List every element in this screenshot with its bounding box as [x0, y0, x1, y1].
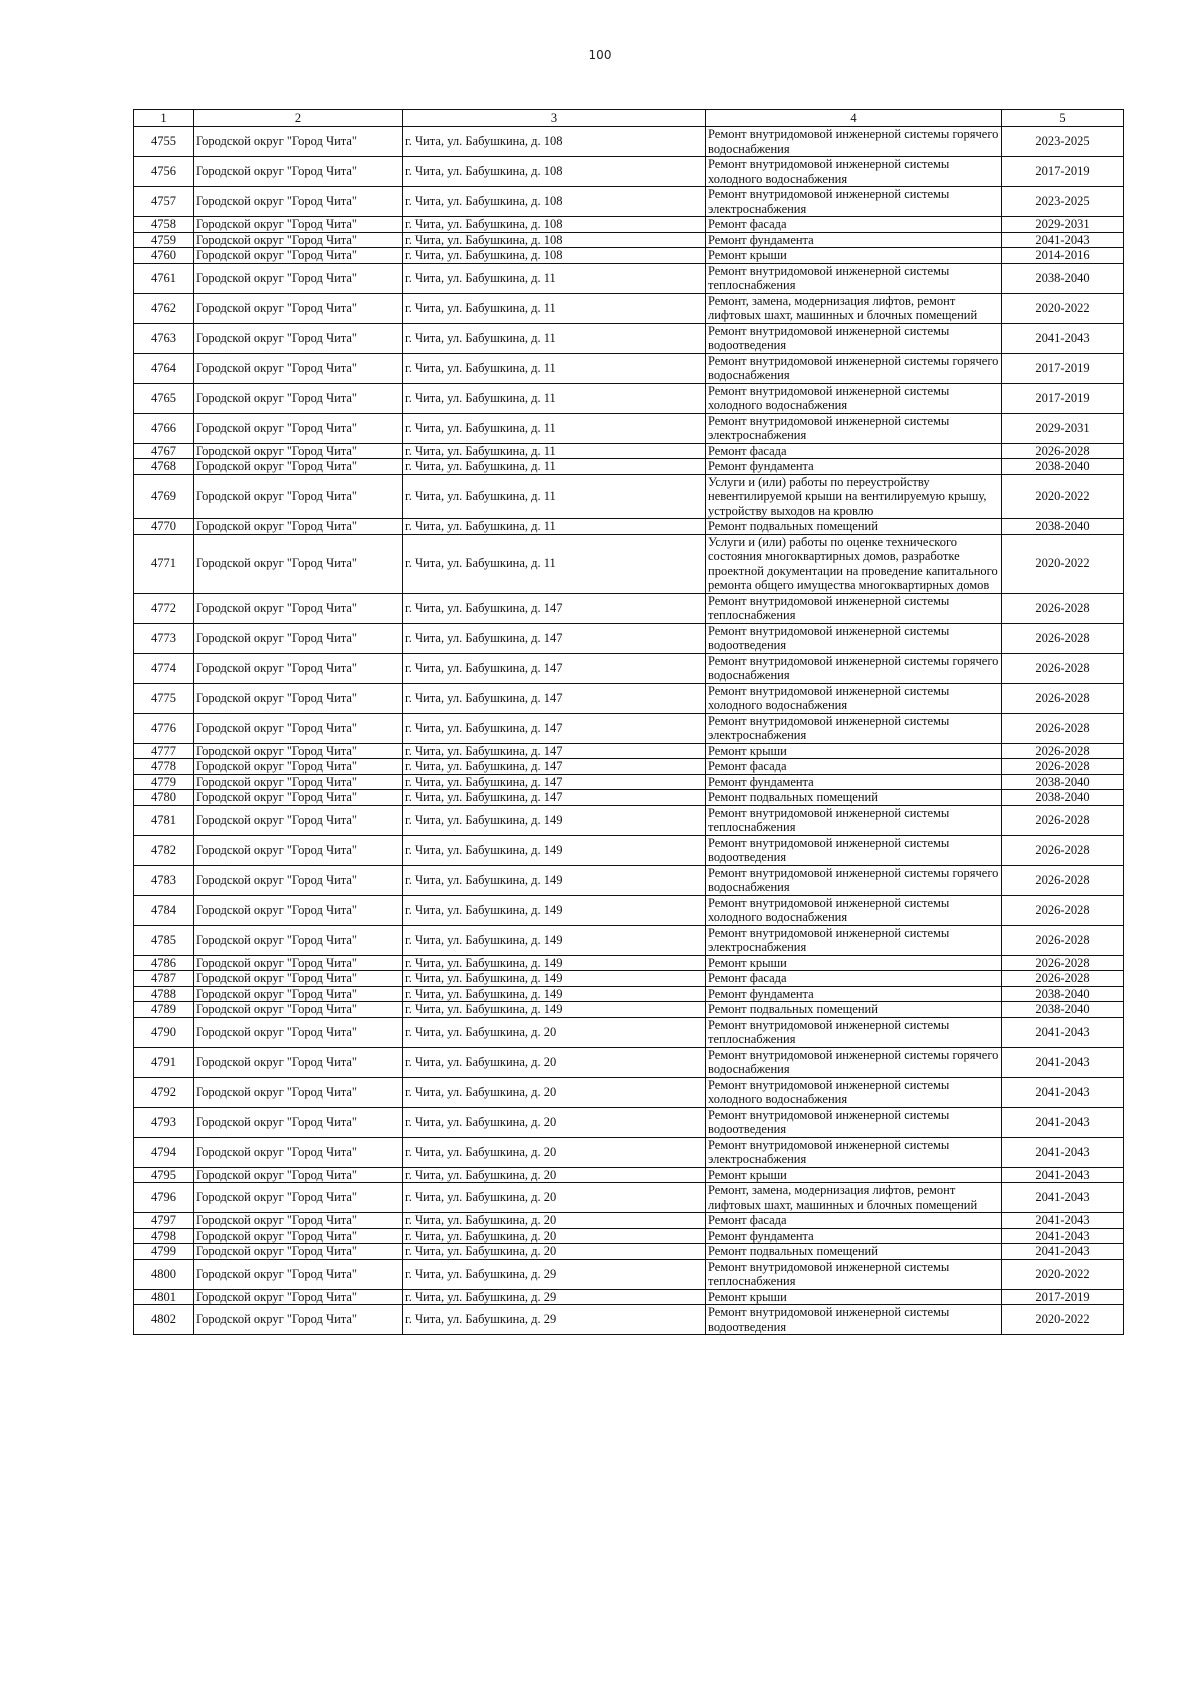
address-cell: г. Чита, ул. Бабушкина, д. 147	[403, 593, 706, 623]
work-type-cell: Ремонт внутридомовой инженерной системы горячего водоснабжения	[706, 653, 1002, 683]
period-cell: 2026-2028	[1002, 971, 1124, 987]
row-number-cell: 4797	[134, 1213, 194, 1229]
municipality-cell: Городской округ "Город Чита"	[194, 187, 403, 217]
address-cell: г. Чита, ул. Бабушкина, д. 147	[403, 774, 706, 790]
address-cell: г. Чита, ул. Бабушкина, д. 147	[403, 683, 706, 713]
period-cell: 2014-2016	[1002, 248, 1124, 264]
table-row	[134, 534, 1124, 593]
period-cell: 2020-2022	[1002, 534, 1124, 593]
period-cell: 2017-2019	[1002, 1289, 1124, 1305]
table-row	[134, 1259, 1124, 1289]
municipality-cell: Городской округ "Город Чита"	[194, 263, 403, 293]
row-number-cell: 4784	[134, 895, 194, 925]
municipality-cell: Городской округ "Город Чита"	[194, 534, 403, 593]
table-row	[134, 683, 1124, 713]
municipality-cell: Городской округ "Город Чита"	[194, 1017, 403, 1047]
column-header-4: 4	[706, 110, 1002, 127]
table-row	[134, 593, 1124, 623]
work-type-cell: Ремонт крыши	[706, 248, 1002, 264]
row-number-cell: 4762	[134, 293, 194, 323]
row-number-cell: 4758	[134, 217, 194, 233]
municipality-cell: Городской округ "Город Чита"	[194, 1305, 403, 1335]
municipality-cell: Городской округ "Город Чита"	[194, 1077, 403, 1107]
work-type-cell: Услуги и (или) работы по оценке технического состояния многоквартирных домов, разработке проектной документации на проведение капитального ремонта общего имущества многоквартирных домов	[706, 534, 1002, 593]
column-header-2: 2	[194, 110, 403, 127]
work-type-cell: Ремонт крыши	[706, 743, 1002, 759]
period-cell: 2026-2028	[1002, 895, 1124, 925]
table-row	[134, 187, 1124, 217]
table-row	[134, 1017, 1124, 1047]
municipality-cell: Городской округ "Город Чита"	[194, 790, 403, 806]
address-cell: г. Чита, ул. Бабушкина, д. 149	[403, 986, 706, 1002]
table-row	[134, 353, 1124, 383]
row-number-cell: 4792	[134, 1077, 194, 1107]
work-type-cell: Ремонт внутридомовой инженерной системы электроснабжения	[706, 187, 1002, 217]
municipality-cell: Городской округ "Город Чита"	[194, 1107, 403, 1137]
address-cell: г. Чита, ул. Бабушкина, д. 149	[403, 805, 706, 835]
row-number-cell: 4756	[134, 157, 194, 187]
municipality-cell: Городской округ "Город Чита"	[194, 1228, 403, 1244]
work-type-cell: Ремонт фундамента	[706, 1228, 1002, 1244]
period-cell: 2041-2043	[1002, 1183, 1124, 1213]
address-cell: г. Чита, ул. Бабушкина, д. 20	[403, 1244, 706, 1260]
period-cell: 2029-2031	[1002, 413, 1124, 443]
row-number-cell: 4773	[134, 623, 194, 653]
period-cell: 2020-2022	[1002, 1305, 1124, 1335]
address-cell: г. Чита, ул. Бабушкина, д. 11	[403, 263, 706, 293]
address-cell: г. Чита, ул. Бабушкина, д. 149	[403, 865, 706, 895]
work-type-cell: Ремонт внутридомовой инженерной системы водоотведения	[706, 623, 1002, 653]
municipality-cell: Городской округ "Город Чита"	[194, 519, 403, 535]
row-number-cell: 4759	[134, 232, 194, 248]
row-number-cell: 4772	[134, 593, 194, 623]
period-cell: 2017-2019	[1002, 383, 1124, 413]
municipality-cell: Городской округ "Город Чита"	[194, 1137, 403, 1167]
table-row	[134, 263, 1124, 293]
row-number-cell: 4757	[134, 187, 194, 217]
table-row	[134, 895, 1124, 925]
municipality-cell: Городской округ "Город Чита"	[194, 1244, 403, 1260]
period-cell: 2038-2040	[1002, 790, 1124, 806]
period-cell: 2023-2025	[1002, 127, 1124, 157]
work-type-cell: Ремонт внутридомовой инженерной системы холодного водоснабжения	[706, 157, 1002, 187]
work-type-cell: Ремонт, замена, модернизация лифтов, ремонт лифтовых шахт, машинных и блочных помещений	[706, 1183, 1002, 1213]
work-type-cell: Ремонт внутридомовой инженерной системы холодного водоснабжения	[706, 1077, 1002, 1107]
table-row	[134, 519, 1124, 535]
municipality-cell: Городской округ "Город Чита"	[194, 895, 403, 925]
period-cell: 2041-2043	[1002, 1107, 1124, 1137]
table-row	[134, 759, 1124, 775]
municipality-cell: Городской округ "Город Чита"	[194, 653, 403, 683]
municipality-cell: Городской округ "Город Чита"	[194, 774, 403, 790]
address-cell: г. Чита, ул. Бабушкина, д. 108	[403, 127, 706, 157]
work-type-cell: Ремонт фасада	[706, 971, 1002, 987]
work-type-cell: Ремонт подвальных помещений	[706, 1244, 1002, 1260]
municipality-cell: Городской округ "Город Чита"	[194, 986, 403, 1002]
work-type-cell: Ремонт внутридомовой инженерной системы водоотведения	[706, 1305, 1002, 1335]
municipality-cell: Городской округ "Город Чита"	[194, 1183, 403, 1213]
row-number-cell: 4755	[134, 127, 194, 157]
row-number-cell: 4775	[134, 683, 194, 713]
work-type-cell: Ремонт внутридомовой инженерной системы теплоснабжения	[706, 593, 1002, 623]
period-cell: 2038-2040	[1002, 1002, 1124, 1018]
address-cell: г. Чита, ул. Бабушкина, д. 20	[403, 1167, 706, 1183]
municipality-cell: Городской округ "Город Чита"	[194, 1213, 403, 1229]
row-number-cell: 4771	[134, 534, 194, 593]
table-row	[134, 1002, 1124, 1018]
address-cell: г. Чита, ул. Бабушкина, д. 149	[403, 955, 706, 971]
column-header-5: 5	[1002, 110, 1124, 127]
table-row	[134, 790, 1124, 806]
municipality-cell: Городской округ "Город Чита"	[194, 413, 403, 443]
row-number-cell: 4770	[134, 519, 194, 535]
period-cell: 2041-2043	[1002, 323, 1124, 353]
period-cell: 2041-2043	[1002, 1244, 1124, 1260]
address-cell: г. Чита, ул. Бабушкина, д. 20	[403, 1228, 706, 1244]
municipality-cell: Городской округ "Город Чита"	[194, 713, 403, 743]
municipality-cell: Городской округ "Город Чита"	[194, 805, 403, 835]
period-cell: 2041-2043	[1002, 1167, 1124, 1183]
row-number-cell: 4777	[134, 743, 194, 759]
period-cell: 2038-2040	[1002, 519, 1124, 535]
row-number-cell: 4801	[134, 1289, 194, 1305]
period-cell: 2020-2022	[1002, 474, 1124, 519]
period-cell: 2026-2028	[1002, 443, 1124, 459]
municipality-cell: Городской округ "Город Чита"	[194, 1289, 403, 1305]
work-type-cell: Ремонт внутридомовой инженерной системы горячего водоснабжения	[706, 1047, 1002, 1077]
period-cell: 2026-2028	[1002, 653, 1124, 683]
row-number-cell: 4788	[134, 986, 194, 1002]
address-cell: г. Чита, ул. Бабушкина, д. 11	[403, 353, 706, 383]
work-type-cell: Ремонт внутридомовой инженерной системы электроснабжения	[706, 925, 1002, 955]
address-cell: г. Чита, ул. Бабушкина, д. 11	[403, 383, 706, 413]
address-cell: г. Чита, ул. Бабушкина, д. 29	[403, 1289, 706, 1305]
row-number-cell: 4783	[134, 865, 194, 895]
address-cell: г. Чита, ул. Бабушкина, д. 147	[403, 713, 706, 743]
address-cell: г. Чита, ул. Бабушкина, д. 149	[403, 835, 706, 865]
work-type-cell: Ремонт подвальных помещений	[706, 519, 1002, 535]
work-type-cell: Ремонт фасада	[706, 217, 1002, 233]
work-type-cell: Ремонт внутридомовой инженерной системы горячего водоснабжения	[706, 127, 1002, 157]
period-cell: 2026-2028	[1002, 955, 1124, 971]
municipality-cell: Городской округ "Город Чита"	[194, 248, 403, 264]
work-type-cell: Ремонт фундамента	[706, 774, 1002, 790]
municipality-cell: Городской округ "Город Чита"	[194, 1167, 403, 1183]
municipality-cell: Городской округ "Город Чита"	[194, 323, 403, 353]
address-cell: г. Чита, ул. Бабушкина, д. 147	[403, 790, 706, 806]
address-cell: г. Чита, ул. Бабушкина, д. 20	[403, 1077, 706, 1107]
municipality-cell: Городской округ "Город Чита"	[194, 835, 403, 865]
work-type-cell: Ремонт фундамента	[706, 986, 1002, 1002]
table-row	[134, 127, 1124, 157]
work-type-cell: Ремонт внутридомовой инженерной системы холодного водоснабжения	[706, 383, 1002, 413]
address-cell: г. Чита, ул. Бабушкина, д. 11	[403, 474, 706, 519]
period-cell: 2038-2040	[1002, 774, 1124, 790]
work-type-cell: Ремонт крыши	[706, 955, 1002, 971]
municipality-cell: Городской округ "Город Чита"	[194, 353, 403, 383]
work-type-cell: Ремонт фундамента	[706, 232, 1002, 248]
municipality-cell: Городской округ "Город Чита"	[194, 971, 403, 987]
table-header	[134, 110, 1124, 127]
column-header-3: 3	[403, 110, 706, 127]
period-cell: 2026-2028	[1002, 759, 1124, 775]
period-cell: 2041-2043	[1002, 1047, 1124, 1077]
table-row	[134, 1183, 1124, 1213]
table-row	[134, 1228, 1124, 1244]
municipality-cell: Городской округ "Город Чита"	[194, 459, 403, 475]
row-number-cell: 4765	[134, 383, 194, 413]
address-cell: г. Чита, ул. Бабушкина, д. 108	[403, 248, 706, 264]
work-type-cell: Ремонт внутридомовой инженерной системы водоотведения	[706, 835, 1002, 865]
row-number-cell: 4791	[134, 1047, 194, 1077]
table-row	[134, 413, 1124, 443]
row-number-cell: 4774	[134, 653, 194, 683]
table-row	[134, 1213, 1124, 1229]
table-row	[134, 248, 1124, 264]
work-type-cell: Ремонт внутридомовой инженерной системы холодного водоснабжения	[706, 683, 1002, 713]
row-number-cell: 4789	[134, 1002, 194, 1018]
period-cell: 2026-2028	[1002, 623, 1124, 653]
period-cell: 2026-2028	[1002, 593, 1124, 623]
work-type-cell: Ремонт крыши	[706, 1167, 1002, 1183]
address-cell: г. Чита, ул. Бабушкина, д. 147	[403, 653, 706, 683]
work-type-cell: Ремонт внутридомовой инженерной системы теплоснабжения	[706, 1259, 1002, 1289]
address-cell: г. Чита, ул. Бабушкина, д. 11	[403, 413, 706, 443]
period-cell: 2029-2031	[1002, 217, 1124, 233]
table-row	[134, 1167, 1124, 1183]
municipality-cell: Городской округ "Город Чита"	[194, 683, 403, 713]
address-cell: г. Чита, ул. Бабушкина, д. 20	[403, 1047, 706, 1077]
row-number-cell: 4794	[134, 1137, 194, 1167]
repair-schedule-table	[133, 109, 1124, 1335]
row-number-cell: 4800	[134, 1259, 194, 1289]
period-cell: 2026-2028	[1002, 925, 1124, 955]
address-cell: г. Чита, ул. Бабушкина, д. 20	[403, 1107, 706, 1137]
period-cell: 2038-2040	[1002, 986, 1124, 1002]
table-row	[134, 383, 1124, 413]
address-cell: г. Чита, ул. Бабушкина, д. 149	[403, 971, 706, 987]
work-type-cell: Ремонт фасада	[706, 1213, 1002, 1229]
row-number-cell: 4802	[134, 1305, 194, 1335]
address-cell: г. Чита, ул. Бабушкина, д. 20	[403, 1213, 706, 1229]
table-row	[134, 955, 1124, 971]
address-cell: г. Чита, ул. Бабушкина, д. 20	[403, 1137, 706, 1167]
municipality-cell: Городской округ "Город Чита"	[194, 623, 403, 653]
table-row	[134, 743, 1124, 759]
work-type-cell: Ремонт внутридомовой инженерной системы теплоснабжения	[706, 1017, 1002, 1047]
municipality-cell: Городской округ "Город Чита"	[194, 1259, 403, 1289]
address-cell: г. Чита, ул. Бабушкина, д. 11	[403, 443, 706, 459]
row-number-cell: 4767	[134, 443, 194, 459]
address-cell: г. Чита, ул. Бабушкина, д. 11	[403, 534, 706, 593]
row-number-cell: 4785	[134, 925, 194, 955]
row-number-cell: 4793	[134, 1107, 194, 1137]
period-cell: 2023-2025	[1002, 187, 1124, 217]
work-type-cell: Ремонт внутридомовой инженерной системы теплоснабжения	[706, 805, 1002, 835]
municipality-cell: Городской округ "Город Чита"	[194, 293, 403, 323]
period-cell: 2026-2028	[1002, 835, 1124, 865]
table-row	[134, 1244, 1124, 1260]
work-type-cell: Ремонт подвальных помещений	[706, 1002, 1002, 1018]
row-number-cell: 4787	[134, 971, 194, 987]
work-type-cell: Ремонт внутридомовой инженерной системы водоотведения	[706, 1107, 1002, 1137]
address-cell: г. Чита, ул. Бабушкина, д. 147	[403, 743, 706, 759]
municipality-cell: Городской округ "Город Чита"	[194, 443, 403, 459]
address-cell: г. Чита, ул. Бабушкина, д. 149	[403, 895, 706, 925]
period-cell: 2041-2043	[1002, 1228, 1124, 1244]
table-row	[134, 986, 1124, 1002]
period-cell: 2038-2040	[1002, 459, 1124, 475]
municipality-cell: Городской округ "Город Чита"	[194, 955, 403, 971]
address-cell: г. Чита, ул. Бабушкина, д. 20	[403, 1183, 706, 1213]
row-number-cell: 4760	[134, 248, 194, 264]
period-cell: 2041-2043	[1002, 1077, 1124, 1107]
row-number-cell: 4799	[134, 1244, 194, 1260]
table-row	[134, 713, 1124, 743]
row-number-cell: 4769	[134, 474, 194, 519]
table-row	[134, 1047, 1124, 1077]
period-cell: 2026-2028	[1002, 805, 1124, 835]
row-number-cell: 4786	[134, 955, 194, 971]
address-cell: г. Чита, ул. Бабушкина, д. 11	[403, 459, 706, 475]
table-row	[134, 925, 1124, 955]
address-cell: г. Чита, ул. Бабушкина, д. 20	[403, 1017, 706, 1047]
work-type-cell: Услуги и (или) работы по переустройству невентилируемой крыши на вентилируемую крышу, устройству выходов на кровлю	[706, 474, 1002, 519]
period-cell: 2017-2019	[1002, 353, 1124, 383]
table-row	[134, 805, 1124, 835]
period-cell: 2026-2028	[1002, 683, 1124, 713]
row-number-cell: 4776	[134, 713, 194, 743]
period-cell: 2026-2028	[1002, 865, 1124, 895]
table-row	[134, 293, 1124, 323]
work-type-cell: Ремонт внутридомовой инженерной системы электроснабжения	[706, 1137, 1002, 1167]
work-type-cell: Ремонт внутридомовой инженерной системы водоотведения	[706, 323, 1002, 353]
table-row	[134, 232, 1124, 248]
work-type-cell: Ремонт, замена, модернизация лифтов, ремонт лифтовых шахт, машинных и блочных помещений	[706, 293, 1002, 323]
period-cell: 2017-2019	[1002, 157, 1124, 187]
table-row	[134, 623, 1124, 653]
municipality-cell: Городской округ "Город Чита"	[194, 474, 403, 519]
period-cell: 2041-2043	[1002, 1137, 1124, 1167]
table-row	[134, 774, 1124, 790]
row-number-cell: 4790	[134, 1017, 194, 1047]
period-cell: 2041-2043	[1002, 1213, 1124, 1229]
address-cell: г. Чита, ул. Бабушкина, д. 108	[403, 232, 706, 248]
address-cell: г. Чита, ул. Бабушкина, д. 29	[403, 1259, 706, 1289]
row-number-cell: 4768	[134, 459, 194, 475]
period-cell: 2026-2028	[1002, 713, 1124, 743]
work-type-cell: Ремонт крыши	[706, 1289, 1002, 1305]
address-cell: г. Чита, ул. Бабушкина, д. 149	[403, 925, 706, 955]
table-row	[134, 653, 1124, 683]
municipality-cell: Городской округ "Город Чита"	[194, 127, 403, 157]
work-type-cell: Ремонт фасада	[706, 759, 1002, 775]
period-cell: 2041-2043	[1002, 1017, 1124, 1047]
table-row	[134, 323, 1124, 353]
municipality-cell: Городской округ "Город Чита"	[194, 1002, 403, 1018]
table-row	[134, 971, 1124, 987]
column-number-row	[134, 110, 1124, 127]
row-number-cell: 4782	[134, 835, 194, 865]
period-cell: 2038-2040	[1002, 263, 1124, 293]
address-cell: г. Чита, ул. Бабушкина, д. 147	[403, 623, 706, 653]
address-cell: г. Чита, ул. Бабушкина, д. 11	[403, 519, 706, 535]
row-number-cell: 4795	[134, 1167, 194, 1183]
address-cell: г. Чита, ул. Бабушкина, д. 147	[403, 759, 706, 775]
row-number-cell: 4780	[134, 790, 194, 806]
address-cell: г. Чита, ул. Бабушкина, д. 149	[403, 1002, 706, 1018]
period-cell: 2041-2043	[1002, 232, 1124, 248]
table-row	[134, 217, 1124, 233]
work-type-cell: Ремонт внутридомовой инженерной системы горячего водоснабжения	[706, 353, 1002, 383]
table-row	[134, 1289, 1124, 1305]
table-row	[134, 157, 1124, 187]
table-row	[134, 474, 1124, 519]
table-row	[134, 1077, 1124, 1107]
municipality-cell: Городской округ "Город Чита"	[194, 157, 403, 187]
row-number-cell: 4778	[134, 759, 194, 775]
address-cell: г. Чита, ул. Бабушкина, д. 108	[403, 157, 706, 187]
table-row	[134, 865, 1124, 895]
municipality-cell: Городской округ "Город Чита"	[194, 743, 403, 759]
address-cell: г. Чита, ул. Бабушкина, д. 108	[403, 187, 706, 217]
table-row	[134, 1107, 1124, 1137]
address-cell: г. Чита, ул. Бабушкина, д. 29	[403, 1305, 706, 1335]
row-number-cell: 4764	[134, 353, 194, 383]
address-cell: г. Чита, ул. Бабушкина, д. 11	[403, 293, 706, 323]
table-row	[134, 459, 1124, 475]
address-cell: г. Чита, ул. Бабушкина, д. 11	[403, 323, 706, 353]
row-number-cell: 4798	[134, 1228, 194, 1244]
work-type-cell: Ремонт внутридомовой инженерной системы электроснабжения	[706, 413, 1002, 443]
column-header-1: 1	[134, 110, 194, 127]
work-type-cell: Ремонт внутридомовой инженерной системы горячего водоснабжения	[706, 865, 1002, 895]
page-number: 100	[588, 48, 612, 62]
table-row	[134, 835, 1124, 865]
municipality-cell: Городской округ "Город Чита"	[194, 217, 403, 233]
work-type-cell: Ремонт фундамента	[706, 459, 1002, 475]
row-number-cell: 4763	[134, 323, 194, 353]
work-type-cell: Ремонт внутридомовой инженерной системы электроснабжения	[706, 713, 1002, 743]
municipality-cell: Городской округ "Город Чита"	[194, 1047, 403, 1077]
row-number-cell: 4796	[134, 1183, 194, 1213]
row-number-cell: 4779	[134, 774, 194, 790]
row-number-cell: 4761	[134, 263, 194, 293]
municipality-cell: Городской округ "Город Чита"	[194, 383, 403, 413]
work-type-cell: Ремонт фасада	[706, 443, 1002, 459]
table-row	[134, 443, 1124, 459]
municipality-cell: Городской округ "Город Чита"	[194, 232, 403, 248]
work-type-cell: Ремонт подвальных помещений	[706, 790, 1002, 806]
period-cell: 2020-2022	[1002, 1259, 1124, 1289]
table-row	[134, 1137, 1124, 1167]
municipality-cell: Городской округ "Город Чита"	[194, 925, 403, 955]
work-type-cell: Ремонт внутридомовой инженерной системы теплоснабжения	[706, 263, 1002, 293]
period-cell: 2026-2028	[1002, 743, 1124, 759]
row-number-cell: 4766	[134, 413, 194, 443]
table-body	[134, 127, 1124, 1335]
municipality-cell: Городской округ "Город Чита"	[194, 593, 403, 623]
period-cell: 2020-2022	[1002, 293, 1124, 323]
work-type-cell: Ремонт внутридомовой инженерной системы холодного водоснабжения	[706, 895, 1002, 925]
municipality-cell: Городской округ "Город Чита"	[194, 865, 403, 895]
municipality-cell: Городской округ "Город Чита"	[194, 759, 403, 775]
address-cell: г. Чита, ул. Бабушкина, д. 108	[403, 217, 706, 233]
table-row	[134, 1305, 1124, 1335]
row-number-cell: 4781	[134, 805, 194, 835]
